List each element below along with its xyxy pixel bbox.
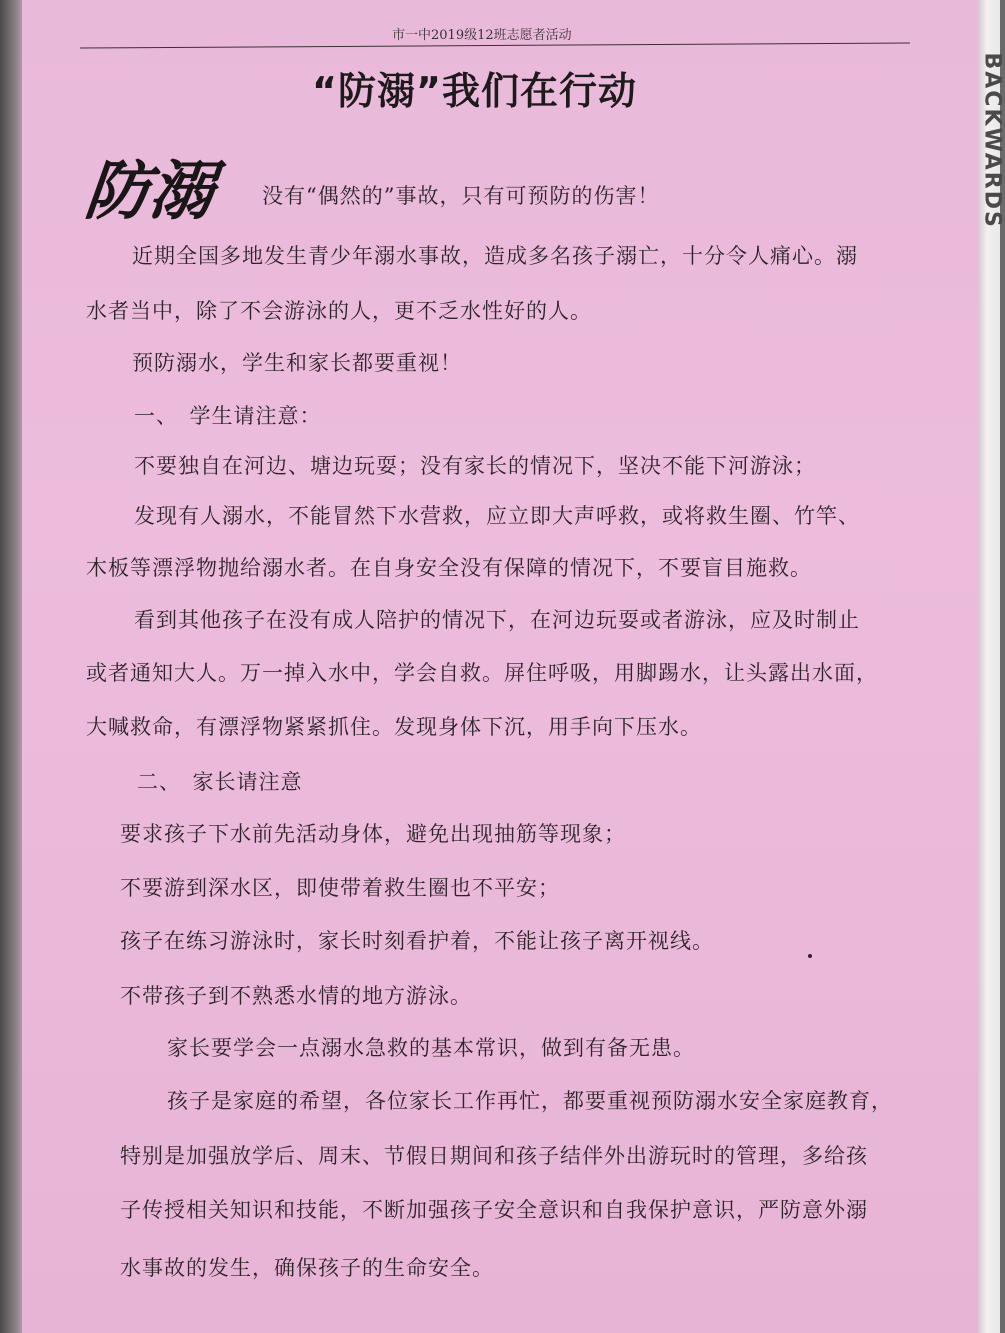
calligraphy-heading: 防溺 (81, 154, 218, 229)
header-rule (80, 42, 910, 48)
paragraph-line: 近期全国多地发生青少年溺水事故，造成多名孩子溺亡，十分令人痛心。溺 (132, 244, 858, 268)
background-page-edge (978, 0, 1005, 1333)
paragraph-line: 要求孩子下水前先活动身体，避免出现抽筋等现象； (120, 822, 626, 846)
paragraph-line: 家长要学会一点溺水急救的基本常识，做到有备无患。 (167, 1036, 695, 1060)
paragraph-line: 预防溺水，学生和家长都要重视！ (132, 351, 462, 375)
paragraph-line: 或者通知大人。万一掉入水中，学会自救。屏住呼吸，用脚踢水，让头露出水面， (86, 661, 878, 685)
slogan: 没有“偶然的”事故，只有可预防的伤害！ (262, 184, 660, 208)
paragraph-line: 孩子在练习游泳时，家长时刻看护着，不能让孩子离开视线。 (120, 929, 714, 953)
paragraph-line: 水者当中，除了不会游泳的人，更不乏水性好的人。 (86, 299, 592, 323)
paragraph-line: 不带孩子到不熟悉水情的地方游泳。 (120, 984, 472, 1008)
paragraph-line: 看到其他孩子在没有成人陪护的情况下，在河边玩耍或者游泳，应及时制止 (134, 608, 860, 632)
paragraph-line: 木板等漂浮物抛给溺水者。在自身安全没有保障的情况下，不要盲目施救。 (86, 556, 812, 580)
paragraph-line: 大喊救命，有漂浮物紧紧抓住。发现身体下沉，用手向下压水。 (86, 715, 702, 739)
edge-text: BACKWARDS (979, 52, 1005, 229)
paragraph-line: 孩子是家庭的希望，各位家长工作再忙，都要重视预防溺水安全家庭教育， (167, 1089, 893, 1113)
section-heading-parents: 二、 家长请注意 (137, 770, 303, 794)
paragraph-line: 特别是加强放学后、周末、节假日期间和孩子结伴外出游玩时的管理，多给孩 (120, 1144, 868, 1168)
document-page (22, 0, 978, 1333)
paragraph-line: 水事故的发生，确保孩子的生命安全。 (120, 1256, 494, 1280)
paragraph-line: 发现有人溺水，不能冒然下水营救，应立即大声呼救，或将救生圈、竹竿、 (134, 504, 860, 528)
paragraph-line: 不要独自在河边、塘边玩耍；没有家长的情况下，坚决不能下河游泳； (134, 454, 816, 478)
section-heading-students: 一、 学生请注意： (134, 404, 322, 428)
paragraph-line: 子传授相关知识和技能，不断加强孩子安全意识和自我保护意识，严防意外溺 (120, 1198, 868, 1222)
ink-dot (808, 954, 812, 958)
running-header: 市一中2019级12班志愿者活动 (392, 28, 572, 43)
page-title: “防溺”我们在行动 (312, 69, 637, 113)
paragraph-line: 不要游到深水区，即使带着救生圈也不平安； (120, 876, 560, 900)
